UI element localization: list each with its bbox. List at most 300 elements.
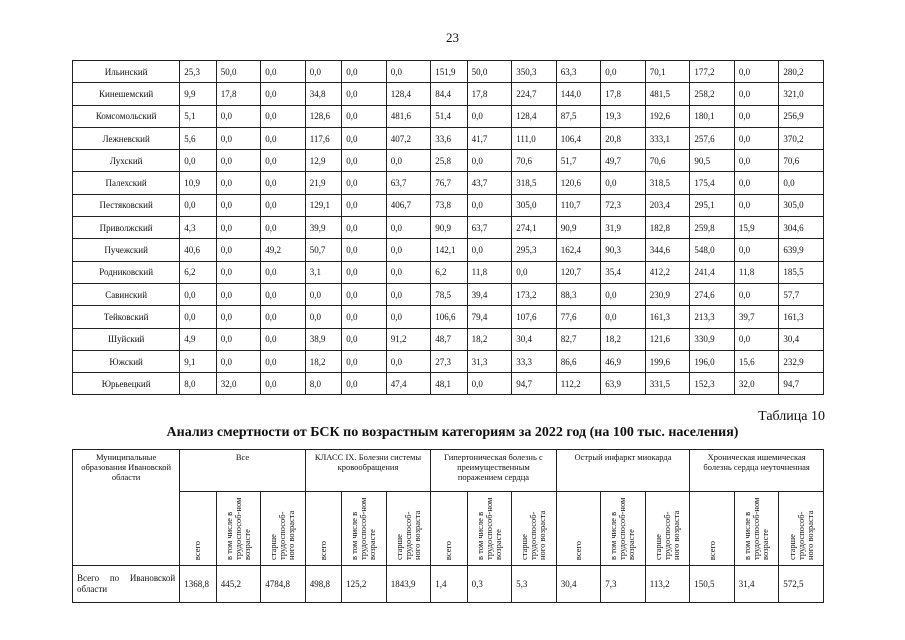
subheader-label: старше трудоспособ-ного возраста bbox=[268, 510, 297, 560]
table-cell: 111,0 bbox=[512, 127, 557, 149]
table-cell: 224,7 bbox=[512, 83, 557, 105]
table-cell: 39,4 bbox=[467, 283, 512, 305]
table-cell: 295,1 bbox=[690, 194, 735, 216]
table-cell: 0,0 bbox=[386, 61, 431, 83]
table-cell: 51,4 bbox=[431, 105, 467, 127]
table-cell: 48,7 bbox=[431, 328, 467, 350]
table-row bbox=[73, 306, 824, 328]
subheader-cell bbox=[305, 492, 341, 566]
table-cell: 12,9 bbox=[305, 150, 341, 172]
table-cell: 0,0 bbox=[216, 283, 261, 305]
table-cell: 4,3 bbox=[180, 217, 216, 239]
subheader-cell bbox=[690, 492, 735, 566]
table-cell: 87,5 bbox=[556, 105, 601, 127]
table-cell: 18,2 bbox=[601, 328, 646, 350]
table-cell: 274,1 bbox=[512, 217, 557, 239]
table-row bbox=[73, 150, 824, 172]
table-cell: 0,0 bbox=[216, 350, 261, 372]
subheader-label: всего bbox=[192, 540, 203, 560]
total-cell: 1368,8 bbox=[180, 566, 216, 603]
table-cell: 0,0 bbox=[180, 150, 216, 172]
table-cell: 0,0 bbox=[601, 306, 646, 328]
table-cell: 128,4 bbox=[386, 83, 431, 105]
table-cell: 151,9 bbox=[431, 61, 467, 83]
municipality-name: Юрьевецкий bbox=[73, 373, 180, 395]
table-cell: 0,0 bbox=[216, 306, 261, 328]
table-cell: 0,0 bbox=[261, 105, 306, 127]
table-cell: 39,7 bbox=[734, 306, 779, 328]
table-cell: 5,6 bbox=[180, 127, 216, 149]
table-cell: 91,2 bbox=[386, 328, 431, 350]
table-cell: 142,1 bbox=[431, 239, 467, 261]
table-cell: 481,5 bbox=[645, 83, 690, 105]
table-cell: 72,3 bbox=[601, 194, 646, 216]
table-cell: 177,2 bbox=[690, 61, 735, 83]
table-cell: 481,6 bbox=[386, 105, 431, 127]
table-cell: 0,0 bbox=[342, 239, 387, 261]
table-cell: 161,3 bbox=[645, 306, 690, 328]
table-cell: 0,0 bbox=[261, 306, 306, 328]
subheader-cell bbox=[216, 492, 261, 566]
table-cell: 0,0 bbox=[261, 194, 306, 216]
table-cell: 0,0 bbox=[216, 172, 261, 194]
table-cell: 73,8 bbox=[431, 194, 467, 216]
table-cell: 90,9 bbox=[431, 217, 467, 239]
total-cell: 498,8 bbox=[305, 566, 341, 603]
table-cell: 318,5 bbox=[645, 172, 690, 194]
table-row bbox=[73, 350, 824, 372]
table-cell: 40,6 bbox=[180, 239, 216, 261]
subheader-cell bbox=[467, 492, 512, 566]
table-cell: 0,0 bbox=[467, 150, 512, 172]
municipality-name: Приволжский bbox=[73, 217, 180, 239]
municipality-total: Всего по Ивановской области bbox=[73, 566, 180, 603]
table-row bbox=[73, 105, 824, 127]
subheader-label: всего bbox=[443, 540, 454, 560]
table-cell: 330,9 bbox=[690, 328, 735, 350]
table-cell: 15,6 bbox=[734, 350, 779, 372]
table-cell: 11,8 bbox=[467, 261, 512, 283]
subheader-label: старше трудоспособ-ного возраста bbox=[393, 510, 422, 560]
table-cell: 175,4 bbox=[690, 172, 735, 194]
table-cell: 48,1 bbox=[431, 373, 467, 395]
subheader-cell bbox=[734, 492, 779, 566]
table-cell: 49,2 bbox=[261, 239, 306, 261]
total-cell: 445,2 bbox=[216, 566, 261, 603]
table-cell: 152,3 bbox=[690, 373, 735, 395]
total-cell: 31,4 bbox=[734, 566, 779, 603]
table-cell: 344,6 bbox=[645, 239, 690, 261]
table-cell: 90,5 bbox=[690, 150, 735, 172]
municipality-name: Тейковский bbox=[73, 306, 180, 328]
table-cell: 0,0 bbox=[216, 194, 261, 216]
subheader-label: всего bbox=[706, 540, 717, 560]
table-cell: 50,7 bbox=[305, 239, 341, 261]
table-cell: 0,0 bbox=[734, 239, 779, 261]
table-cell: 121,6 bbox=[645, 328, 690, 350]
table-cell: 203,4 bbox=[645, 194, 690, 216]
table-cell: 17,8 bbox=[601, 83, 646, 105]
table-cell: 370,2 bbox=[779, 127, 824, 149]
table-cell: 0,0 bbox=[261, 217, 306, 239]
table-cell: 21,9 bbox=[305, 172, 341, 194]
table-cell: 0,0 bbox=[180, 283, 216, 305]
table-cell: 129,1 bbox=[305, 194, 341, 216]
table-cell: 0,0 bbox=[386, 350, 431, 372]
table-cell: 258,2 bbox=[690, 83, 735, 105]
table-cell: 106,4 bbox=[556, 127, 601, 149]
table-cell: 259,8 bbox=[690, 217, 735, 239]
table-cell: 0,0 bbox=[305, 283, 341, 305]
table-cell: 39,9 bbox=[305, 217, 341, 239]
subheader-label: в том числе в трудоспособ-ном возрасте bbox=[223, 497, 252, 560]
table-cell: 34,8 bbox=[305, 83, 341, 105]
table-cell: 15,9 bbox=[734, 217, 779, 239]
table-cell: 82,7 bbox=[556, 328, 601, 350]
total-cell: 30,4 bbox=[556, 566, 601, 603]
upper-table bbox=[72, 60, 824, 395]
table-cell: 33,3 bbox=[512, 350, 557, 372]
table-cell: 0,0 bbox=[467, 105, 512, 127]
table-cell: 0,0 bbox=[386, 306, 431, 328]
table-cell: 79,4 bbox=[467, 306, 512, 328]
table-cell: 0,0 bbox=[512, 261, 557, 283]
table-cell: 63,3 bbox=[556, 61, 601, 83]
table-cell: 120,7 bbox=[556, 261, 601, 283]
group-header-all: Все bbox=[180, 450, 305, 492]
subheader-cell bbox=[261, 492, 306, 566]
table-cell: 0,0 bbox=[342, 350, 387, 372]
table-cell: 185,5 bbox=[779, 261, 824, 283]
table-cell: 0,0 bbox=[734, 83, 779, 105]
table-cell: 0,0 bbox=[305, 61, 341, 83]
table-cell: 5,1 bbox=[180, 105, 216, 127]
table-cell: 76,7 bbox=[431, 172, 467, 194]
table-cell: 192,6 bbox=[645, 105, 690, 127]
table-cell: 318,5 bbox=[512, 172, 557, 194]
table-row bbox=[73, 373, 824, 395]
subheader-label: в том числе в трудоспособ-ном возрасте bbox=[474, 497, 503, 560]
table-cell: 8,0 bbox=[180, 373, 216, 395]
table-cell: 50,0 bbox=[467, 61, 512, 83]
lower-table bbox=[72, 449, 824, 603]
table-row bbox=[73, 217, 824, 239]
table-cell: 6,2 bbox=[180, 261, 216, 283]
table-cell: 31,3 bbox=[467, 350, 512, 372]
table-cell: 31,9 bbox=[601, 217, 646, 239]
table-cell: 63,9 bbox=[601, 373, 646, 395]
total-cell: 113,2 bbox=[645, 566, 690, 603]
subheader-label: всего bbox=[572, 540, 583, 560]
group-header-ischemic: Хроническая ишемическая болезнь сердца неуточненная bbox=[690, 450, 824, 492]
table-cell: 0,0 bbox=[734, 283, 779, 305]
total-cell: 1,4 bbox=[431, 566, 467, 603]
table-cell: 0,0 bbox=[342, 105, 387, 127]
table-cell: 0,0 bbox=[305, 306, 341, 328]
table-cell: 0,0 bbox=[342, 150, 387, 172]
page-number: 23 bbox=[446, 30, 459, 45]
table-cell: 0,0 bbox=[386, 150, 431, 172]
table-cell: 333,1 bbox=[645, 127, 690, 149]
table-cell: 144,0 bbox=[556, 83, 601, 105]
table-cell: 0,0 bbox=[467, 239, 512, 261]
table-cell: 241,4 bbox=[690, 261, 735, 283]
subheader-label: старше трудоспособ-ного возраста bbox=[519, 510, 548, 560]
table-cell: 0,0 bbox=[601, 172, 646, 194]
table-cell: 0,0 bbox=[216, 105, 261, 127]
table-row bbox=[73, 283, 824, 305]
table-cell: 0,0 bbox=[180, 194, 216, 216]
table-row bbox=[73, 172, 824, 194]
table-cell: 0,0 bbox=[216, 127, 261, 149]
table-cell: 274,6 bbox=[690, 283, 735, 305]
table-row bbox=[73, 328, 824, 350]
total-cell: 4784,8 bbox=[261, 566, 306, 603]
municipality-name: Пучежский bbox=[73, 239, 180, 261]
table-cell: 107,6 bbox=[512, 306, 557, 328]
table-cell: 0,0 bbox=[342, 306, 387, 328]
table-cell: 106,6 bbox=[431, 306, 467, 328]
table-cell: 321,0 bbox=[779, 83, 824, 105]
table-cell: 0,0 bbox=[467, 373, 512, 395]
table-cell: 0,0 bbox=[601, 61, 646, 83]
table-cell: 38,9 bbox=[305, 328, 341, 350]
table-cell: 110,7 bbox=[556, 194, 601, 216]
table-cell: 112,2 bbox=[556, 373, 601, 395]
table-cell: 0,0 bbox=[386, 239, 431, 261]
table-cell: 182,8 bbox=[645, 217, 690, 239]
table-cell: 0,0 bbox=[342, 283, 387, 305]
municipality-name: Лухский bbox=[73, 150, 180, 172]
group-header-infarction: Острый инфаркт миокарда bbox=[556, 450, 690, 492]
table-cell: 0,0 bbox=[734, 172, 779, 194]
table-cell: 0,0 bbox=[261, 328, 306, 350]
table-title: Анализ смертности от БСК по возрастным категориям за 2022 год (на 100 тыс. населения) bbox=[166, 425, 739, 440]
table-cell: 0,0 bbox=[601, 283, 646, 305]
table-cell: 0,0 bbox=[261, 150, 306, 172]
subheader-cell bbox=[779, 492, 824, 566]
table-cell: 350,3 bbox=[512, 61, 557, 83]
municipality-name: Южский bbox=[73, 350, 180, 372]
table-cell: 33,6 bbox=[431, 127, 467, 149]
table-cell: 0,0 bbox=[342, 194, 387, 216]
table-number: Таблица 10 bbox=[758, 409, 825, 424]
municipality-name: Родниковский bbox=[73, 261, 180, 283]
subheader-cell bbox=[180, 492, 216, 566]
table-cell: 117,6 bbox=[305, 127, 341, 149]
table-cell: 17,8 bbox=[216, 83, 261, 105]
table-cell: 70,1 bbox=[645, 61, 690, 83]
table-cell: 18,2 bbox=[305, 350, 341, 372]
table-cell: 41,7 bbox=[467, 127, 512, 149]
table-cell: 25,8 bbox=[431, 150, 467, 172]
municipality-name: Комсомольский bbox=[73, 105, 180, 127]
municipality-name: Савинский bbox=[73, 283, 180, 305]
table-cell: 50,0 bbox=[216, 61, 261, 83]
table-cell: 0,0 bbox=[734, 105, 779, 127]
table-cell: 0,0 bbox=[342, 217, 387, 239]
table-cell: 199,6 bbox=[645, 350, 690, 372]
table-cell: 90,9 bbox=[556, 217, 601, 239]
table-cell: 78,5 bbox=[431, 283, 467, 305]
table-row bbox=[73, 194, 824, 216]
table-cell: 19,3 bbox=[601, 105, 646, 127]
table-cell: 0,0 bbox=[261, 350, 306, 372]
table-cell: 0,0 bbox=[180, 306, 216, 328]
total-cell: 5,3 bbox=[512, 566, 557, 603]
municipality-name: Палехский bbox=[73, 172, 180, 194]
table-cell: 32,0 bbox=[734, 373, 779, 395]
table-cell: 128,4 bbox=[512, 105, 557, 127]
table-cell: 0,0 bbox=[386, 283, 431, 305]
table-cell: 0,0 bbox=[216, 150, 261, 172]
table-cell: 43,7 bbox=[467, 172, 512, 194]
table-cell: 180,1 bbox=[690, 105, 735, 127]
municipality-name: Кинешемский bbox=[73, 83, 180, 105]
table-cell: 17,8 bbox=[467, 83, 512, 105]
table-cell: 0,0 bbox=[261, 83, 306, 105]
table-cell: 0,0 bbox=[261, 373, 306, 395]
municipality-name: Пестяковский bbox=[73, 194, 180, 216]
table-cell: 256,9 bbox=[779, 105, 824, 127]
table-cell: 70,6 bbox=[512, 150, 557, 172]
subheader-cell bbox=[645, 492, 690, 566]
table-cell: 0,0 bbox=[261, 61, 306, 83]
table-cell: 162,4 bbox=[556, 239, 601, 261]
total-cell: 0,3 bbox=[467, 566, 512, 603]
table-cell: 8,0 bbox=[305, 373, 341, 395]
municipality-header: Муниципальные образования Ивановской области bbox=[73, 450, 180, 566]
table-cell: 0,0 bbox=[734, 127, 779, 149]
table-cell: 63,7 bbox=[467, 217, 512, 239]
subheader-cell bbox=[601, 492, 646, 566]
table-cell: 0,0 bbox=[261, 283, 306, 305]
table-cell: 63,7 bbox=[386, 172, 431, 194]
subheader-label: всего bbox=[317, 540, 328, 560]
subheader-label: в том числе в трудоспособ-ном возрасте bbox=[349, 497, 378, 560]
table-cell: 412,2 bbox=[645, 261, 690, 283]
table-cell: 257,6 bbox=[690, 127, 735, 149]
table-row bbox=[73, 61, 824, 83]
table-cell: 94,7 bbox=[779, 373, 824, 395]
table-cell: 0,0 bbox=[342, 127, 387, 149]
table-cell: 304,6 bbox=[779, 217, 824, 239]
table-cell: 11,8 bbox=[734, 261, 779, 283]
table-cell: 0,0 bbox=[216, 217, 261, 239]
table-cell: 196,0 bbox=[690, 350, 735, 372]
table-cell: 32,0 bbox=[216, 373, 261, 395]
table-cell: 46,9 bbox=[601, 350, 646, 372]
table-cell: 331,5 bbox=[645, 373, 690, 395]
table-cell: 70,6 bbox=[779, 150, 824, 172]
table-cell: 0,0 bbox=[386, 261, 431, 283]
table-cell: 47,4 bbox=[386, 373, 431, 395]
table-cell: 406,7 bbox=[386, 194, 431, 216]
total-cell: 572,5 bbox=[779, 566, 824, 603]
table-cell: 88,3 bbox=[556, 283, 601, 305]
table-cell: 27,3 bbox=[431, 350, 467, 372]
table-cell: 49,7 bbox=[601, 150, 646, 172]
subheader-label: старше трудоспособ-ного возраста bbox=[652, 510, 681, 560]
table-cell: 0,0 bbox=[734, 328, 779, 350]
table-cell: 6,2 bbox=[431, 261, 467, 283]
table-cell: 90,3 bbox=[601, 239, 646, 261]
subheader-label: старше трудоспособ-ного возраста bbox=[786, 510, 815, 560]
table-cell: 35,4 bbox=[601, 261, 646, 283]
table-cell: 0,0 bbox=[216, 328, 261, 350]
subheader-cell bbox=[512, 492, 557, 566]
table-row bbox=[73, 239, 824, 261]
subheader-label: в том числе в трудоспособ-ном возрасте bbox=[742, 497, 771, 560]
table-cell: 25,3 bbox=[180, 61, 216, 83]
subheader-cell bbox=[386, 492, 431, 566]
table-cell: 70,6 bbox=[645, 150, 690, 172]
table-cell: 0,0 bbox=[386, 217, 431, 239]
table-cell: 57,7 bbox=[779, 283, 824, 305]
table-cell: 548,0 bbox=[690, 239, 735, 261]
table-cell: 77,6 bbox=[556, 306, 601, 328]
table-cell: 639,9 bbox=[779, 239, 824, 261]
table-cell: 230,9 bbox=[645, 283, 690, 305]
table-cell: 0,0 bbox=[342, 261, 387, 283]
table-cell: 213,3 bbox=[690, 306, 735, 328]
municipality-name: Ильинский bbox=[73, 61, 180, 83]
table-cell: 0,0 bbox=[216, 239, 261, 261]
table-cell: 0,0 bbox=[261, 127, 306, 149]
table-cell: 0,0 bbox=[261, 172, 306, 194]
table-cell: 0,0 bbox=[261, 261, 306, 283]
total-cell: 1843,9 bbox=[386, 566, 431, 603]
municipality-name: Шуйский bbox=[73, 328, 180, 350]
table-cell: 9,1 bbox=[180, 350, 216, 372]
table-cell: 407,2 bbox=[386, 127, 431, 149]
table-cell: 0,0 bbox=[734, 61, 779, 83]
table-cell: 10,9 bbox=[180, 172, 216, 194]
table-cell: 0,0 bbox=[342, 373, 387, 395]
table-cell: 30,4 bbox=[512, 328, 557, 350]
subheader-label: в том числе в трудоспособ-ном возрасте bbox=[608, 497, 637, 560]
municipality-name: Лежневский bbox=[73, 127, 180, 149]
table-cell: 51,7 bbox=[556, 150, 601, 172]
table-cell: 0,0 bbox=[467, 194, 512, 216]
table-cell: 232,9 bbox=[779, 350, 824, 372]
total-cell: 125,2 bbox=[342, 566, 387, 603]
table-cell: 0,0 bbox=[342, 83, 387, 105]
total-cell: 150,5 bbox=[690, 566, 735, 603]
table-cell: 0,0 bbox=[779, 172, 824, 194]
table-cell: 20,8 bbox=[601, 127, 646, 149]
table-cell: 4,9 bbox=[180, 328, 216, 350]
table-cell: 305,0 bbox=[512, 194, 557, 216]
table-cell: 9,9 bbox=[180, 83, 216, 105]
subheader-cell bbox=[431, 492, 467, 566]
table-cell: 84,4 bbox=[431, 83, 467, 105]
table-cell: 0,0 bbox=[216, 261, 261, 283]
group-header-class-ix: КЛАСС IX. Болезни системы кровообращения bbox=[305, 450, 430, 492]
table-cell: 305,0 bbox=[779, 194, 824, 216]
table-cell: 94,7 bbox=[512, 373, 557, 395]
table-cell: 0,0 bbox=[342, 328, 387, 350]
table-cell: 18,2 bbox=[467, 328, 512, 350]
table-row bbox=[73, 83, 824, 105]
table-cell: 3,1 bbox=[305, 261, 341, 283]
table-cell: 295,3 bbox=[512, 239, 557, 261]
table-row bbox=[73, 261, 824, 283]
table-cell: 0,0 bbox=[734, 150, 779, 172]
table-cell: 120,6 bbox=[556, 172, 601, 194]
table-cell: 173,2 bbox=[512, 283, 557, 305]
group-header-hypertensive: Гипертоническая болезнь с преимущественным поражением сердца bbox=[431, 450, 556, 492]
